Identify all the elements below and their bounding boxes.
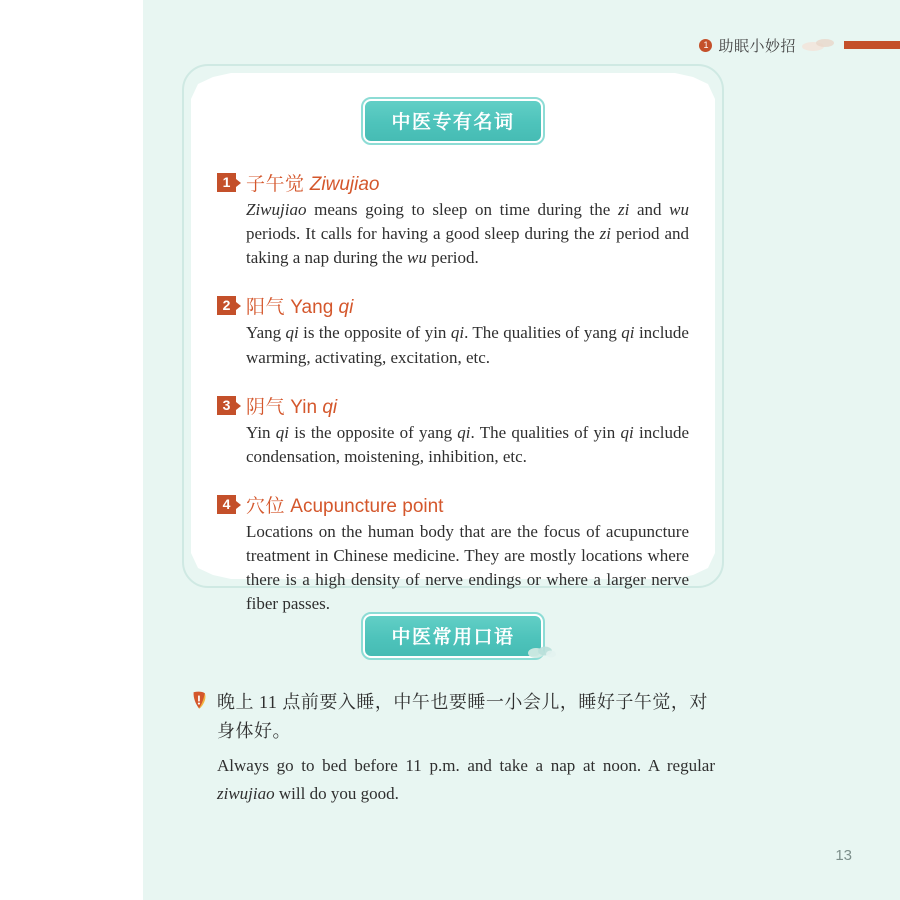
term-title-en: Yang bbox=[290, 297, 334, 319]
term-title-en: Yin bbox=[290, 396, 318, 418]
terms-card bbox=[191, 73, 715, 614]
terms-heading-wrap bbox=[217, 99, 689, 143]
term-title-zh: 阴气 bbox=[246, 396, 286, 418]
leaf-deco-icon bbox=[527, 642, 557, 660]
term-entry-header bbox=[217, 169, 689, 196]
term-entry bbox=[217, 169, 689, 270]
term-number-badge: 3 bbox=[217, 396, 236, 415]
term-entry bbox=[217, 392, 689, 469]
quote-block bbox=[191, 688, 715, 807]
term-body: Yin qi is the opposite of yang qi. The qualities of yin qi include condensation, moistening, inhibition, etc. bbox=[246, 422, 690, 466]
running-header-marker-icon: 1 bbox=[699, 39, 712, 52]
term-entry-header bbox=[217, 292, 689, 319]
quote-content bbox=[217, 688, 715, 807]
term-entry bbox=[217, 491, 689, 617]
page-canvas bbox=[143, 0, 900, 900]
term-title bbox=[246, 292, 353, 319]
term-number-badge: 2 bbox=[217, 296, 236, 315]
cloud-swoosh-icon bbox=[798, 38, 844, 52]
spoken-section bbox=[191, 614, 715, 807]
term-number-badge: 4 bbox=[217, 495, 236, 514]
term-title-en: Acupuncture point bbox=[290, 495, 444, 517]
term-title-zh: 阳气 bbox=[246, 297, 286, 319]
page-number: 13 bbox=[835, 847, 852, 864]
terms-heading-label: 中医专有名词 bbox=[391, 112, 515, 133]
term-number-badge: 1 bbox=[217, 173, 236, 192]
running-header bbox=[699, 32, 900, 58]
spoken-heading-wrap bbox=[191, 614, 715, 658]
term-title-zh: 子午觉 bbox=[246, 174, 305, 195]
term-body: Ziwujiao means going to sleep on time during the zi and wu periods. It calls for having a good sleep during the zi period and taking a nap during the wu period. bbox=[246, 200, 689, 268]
term-body: Yang qi is the opposite of yin qi. The qualities of yang qi include warming, activating, excitation, etc. bbox=[246, 323, 689, 367]
pin-marker-icon bbox=[191, 690, 207, 711]
term-entry-header bbox=[217, 392, 689, 419]
quote-chinese: 晚上 11 点前要入睡，中午也要睡一小会儿，睡好子午觉，对身体好。 bbox=[217, 692, 708, 742]
term-title bbox=[246, 392, 337, 419]
term-entry-header bbox=[217, 491, 689, 518]
term-title-zh: 穴位 bbox=[246, 495, 286, 517]
spoken-heading-pill bbox=[363, 614, 542, 658]
running-header-title: 助眠小妙招 bbox=[718, 37, 796, 55]
terms-heading-pill bbox=[363, 99, 542, 143]
term-entry bbox=[217, 292, 689, 369]
term-title-pinyin: Ziwujiao bbox=[309, 174, 380, 195]
term-title-pinyin: qi bbox=[322, 396, 338, 418]
spoken-heading-label: 中医常用口语 bbox=[391, 627, 515, 648]
terms-card-content bbox=[191, 73, 715, 614]
term-title bbox=[246, 491, 443, 518]
term-body: Locations on the human body that are the focus of acupuncture treatment in Chinese medicine. They are mostly locations where there is a high density of nerve endings or where a larger nerve fiber passes. bbox=[246, 521, 689, 614]
term-title bbox=[246, 169, 380, 196]
quote-english: Always go to bed before 11 p.m. and take a nap at noon. A regular ziwujiao will do you good. bbox=[217, 756, 715, 803]
term-title-pinyin: qi bbox=[338, 297, 354, 319]
running-header-bar bbox=[844, 41, 900, 49]
